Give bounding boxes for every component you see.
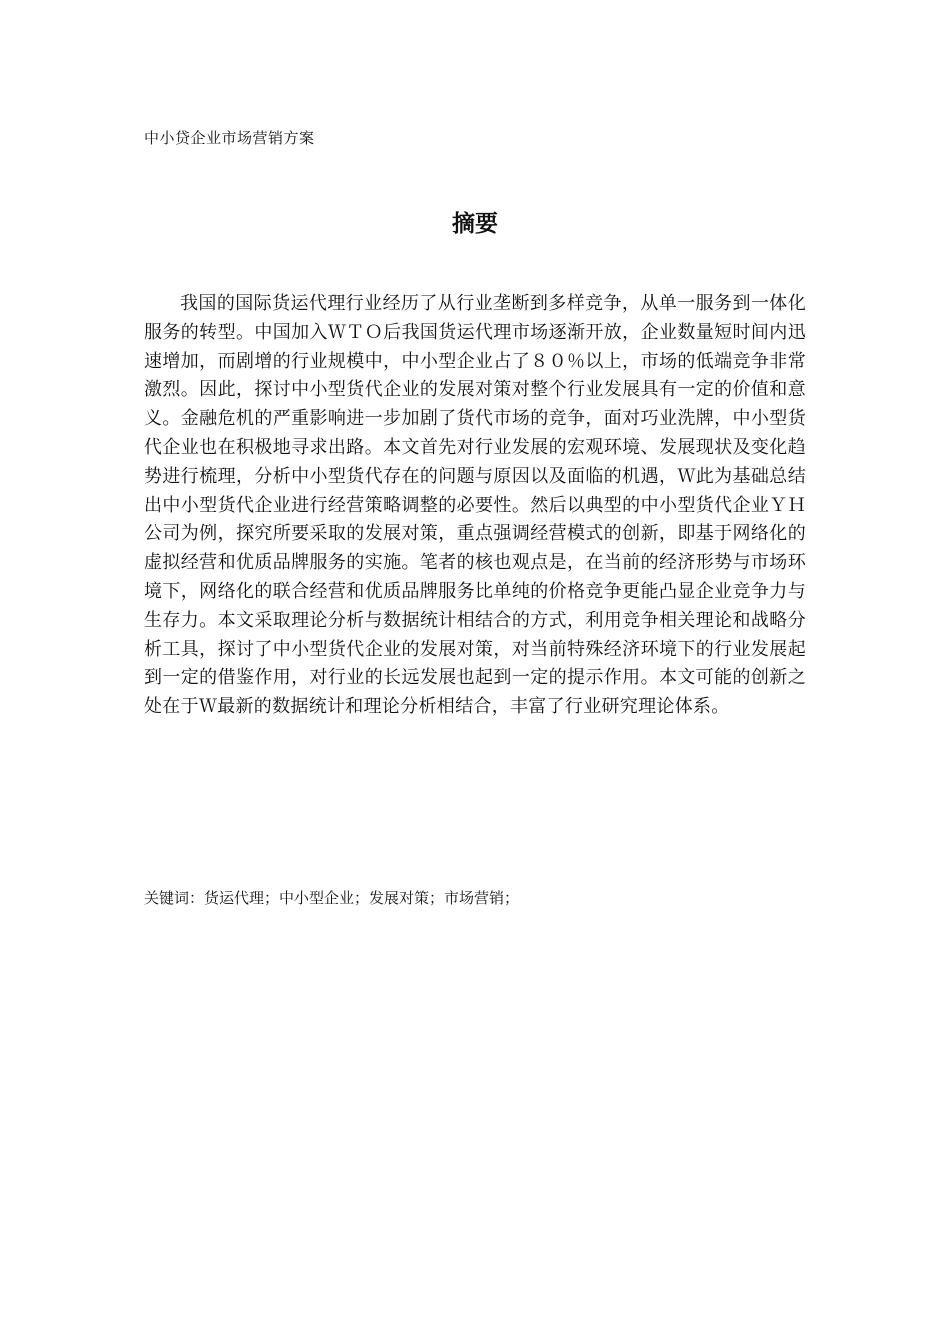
running-header: 中小贷企业市场营销方案	[144, 129, 315, 147]
page-title: 摘要	[452, 211, 498, 237]
keywords-line: 关键词：货运代理；中小型企业；发展对策；市场营销；	[144, 889, 520, 907]
abstract-paragraph: 我国的国际货运代理行业经历了从行业垄断到多样竞争，从单一服务到一体化服务的转型。中国加入ＷＴＯ后我国货运代理市场逐渐开放，企业数量短时间内迅速增加，而剧增的行业规模中，中小型企业占了８０％以上，市场的低端竞争非常激烈。因此，探讨中小型货代企业的发展对策对整个行业发展具有一定的价值和意义。金融危机的严重影响进一步加剧了货代市场的竞争，面对巧业洗牌，中小型货代企业也在积极地寻求出路。本文首先对行业发展的宏观环境、发展现状及变化趋势进行梳理，分析中小型货代存在的问题与原因以及面临的机遇，Ｗ此为基础总结出中小型货代企业进行经营策略调整的必要性。然后以典型的中小型货代企业ＹＨ公司为例，探究所要采取的发展对策，重点强调经营模式的创新，即基于网络化的虚拟经营和优质品牌服务的实施。笔者的核也观点是，在当前的经济形势与市场环境下，网络化的联合经营和优质品牌服务比单纯的价格竞争更能凸显企业竞争力与生存力。本文采取理论分析与数据统计相结合的方式，利用竞争相关理论和战略分析工具，探讨了中小型货代企业的发展对策，对当前特殊经济环境下的行业发展起到一定的借鉴作用，对行业的长远发展也起到一定的提示作用。本文可能的创新之处在于Ｗ最新的数据统计和理论分析相结合，丰富了行业研究理论体系。	[144, 293, 806, 718]
